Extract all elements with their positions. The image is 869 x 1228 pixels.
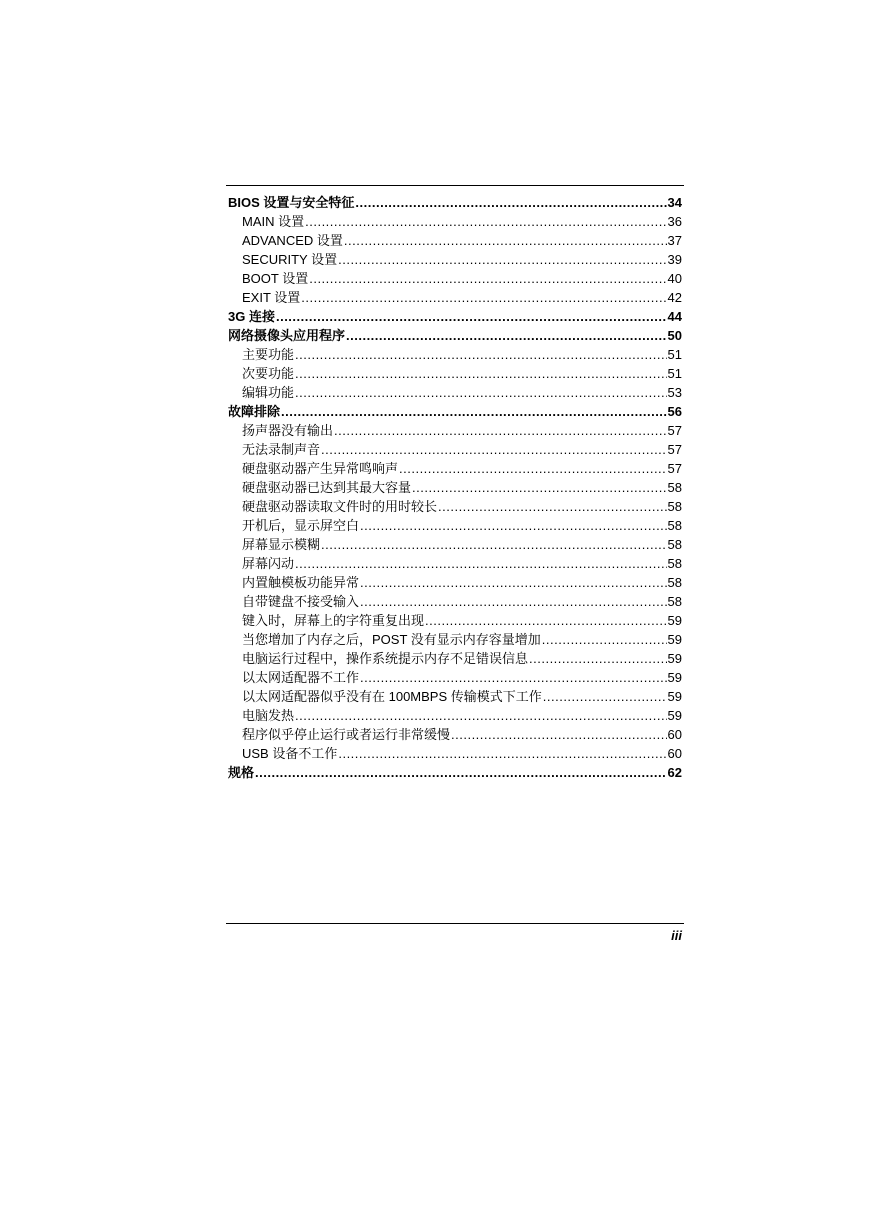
toc-entry[interactable]	[228, 592, 682, 611]
toc-leader-dots	[543, 687, 667, 706]
toc-entry[interactable]	[228, 706, 682, 725]
toc-entry-page: 58	[667, 556, 682, 571]
toc-entry-page: 59	[667, 708, 682, 723]
toc-leader-dots	[301, 288, 666, 307]
toc-entry-title: ADVANCED 设置	[242, 233, 343, 248]
toc-leader-dots	[412, 478, 667, 497]
toc-entry-page: 53	[667, 385, 682, 400]
toc-entry-title: 主要功能	[242, 347, 295, 362]
toc-entry[interactable]	[228, 744, 682, 763]
toc-entry-title: EXIT 设置	[242, 290, 301, 305]
toc-leader-dots	[295, 706, 667, 725]
toc-leader-dots	[360, 592, 667, 611]
toc-entry[interactable]	[228, 193, 682, 212]
toc-entry-page: 62	[667, 765, 682, 780]
toc-entry-page: 58	[667, 575, 682, 590]
toc-entry-page: 39	[667, 252, 682, 267]
toc-entry-page: 58	[667, 594, 682, 609]
toc-entry[interactable]	[228, 763, 682, 782]
toc-entry-page: 57	[667, 442, 682, 457]
toc-entry-title: USB 设备不工作	[242, 746, 338, 761]
toc-entry[interactable]	[228, 212, 682, 231]
toc-entry[interactable]	[228, 269, 682, 288]
toc-entry-title: 屏幕闪动	[242, 556, 295, 571]
toc-entry[interactable]	[228, 459, 682, 478]
toc-entry[interactable]	[228, 687, 682, 706]
toc-entry-title: 自带键盘不接受输入	[242, 594, 360, 609]
toc-leader-dots	[542, 630, 667, 649]
toc-entry-title: 当您增加了内存之后，POST 没有显示内存容量增加	[242, 632, 541, 647]
toc-entry-page: 34	[667, 195, 682, 210]
toc-entry[interactable]	[228, 421, 682, 440]
toc-entry-title: 电脑运行过程中，操作系统提示内存不足错误信息	[242, 651, 529, 666]
toc-entry-page: 59	[667, 651, 682, 666]
toc-entry-page: 58	[667, 499, 682, 514]
toc-entry-page: 36	[667, 214, 682, 229]
top-rule	[226, 185, 684, 186]
toc-entry-title: BIOS 设置与安全特征	[228, 195, 355, 210]
toc-entry-title: 开机后，显示屏空白	[242, 518, 360, 533]
toc-entry-title: 以太网适配器不工作	[242, 670, 360, 685]
toc-entry[interactable]	[228, 611, 682, 630]
toc-entry-title: 硬盘驱动器已达到其最大容量	[242, 480, 412, 495]
bottom-rule	[226, 923, 684, 924]
toc-entry[interactable]	[228, 307, 682, 326]
toc-leader-dots	[295, 554, 667, 573]
toc-entry[interactable]	[228, 668, 682, 687]
toc-entry-page: 37	[667, 233, 682, 248]
toc-entry[interactable]	[228, 383, 682, 402]
toc-leader-dots	[255, 763, 667, 782]
toc-entry-page: 57	[667, 461, 682, 476]
toc-entry-page: 59	[667, 689, 682, 704]
toc-entry-title: 键入时，屏幕上的字符重复出现	[242, 613, 425, 628]
toc-entry-page: 44	[667, 309, 682, 324]
toc-entry[interactable]	[228, 345, 682, 364]
toc-entry[interactable]	[228, 402, 682, 421]
toc-entry[interactable]	[228, 554, 682, 573]
toc-entry[interactable]	[228, 725, 682, 744]
toc-leader-dots	[321, 440, 667, 459]
toc-entry-title: 以太网适配器似乎没有在 100MBPS 传输模式下工作	[242, 689, 542, 704]
toc-entry-page: 60	[667, 727, 682, 742]
toc-entry-title: MAIN 设置	[242, 214, 305, 229]
toc-entry[interactable]	[228, 535, 682, 554]
toc-entry-title: 扬声器没有输出	[242, 423, 334, 438]
toc-entry-title: 程序似乎停止运行或者运行非常缓慢	[242, 727, 451, 742]
toc-leader-dots	[355, 193, 666, 212]
toc-entry[interactable]	[228, 326, 682, 345]
toc-entry[interactable]	[228, 573, 682, 592]
toc-entry-page: 58	[667, 518, 682, 533]
toc-list	[228, 193, 682, 782]
toc-entry-page: 50	[667, 328, 682, 343]
toc-leader-dots	[276, 307, 667, 326]
toc-entry[interactable]	[228, 231, 682, 250]
toc-leader-dots	[438, 497, 667, 516]
toc-entry-page: 42	[667, 290, 682, 305]
toc-entry-page: 59	[667, 670, 682, 685]
toc-entry-page: 40	[667, 271, 682, 286]
toc-leader-dots	[360, 668, 667, 687]
toc-leader-dots	[360, 516, 667, 535]
toc-leader-dots	[309, 269, 666, 288]
toc-leader-dots	[346, 326, 667, 345]
toc-entry-title: 内置触模板功能异常	[242, 575, 360, 590]
toc-entry[interactable]	[228, 364, 682, 383]
toc-entry-title: SECURITY 设置	[242, 252, 338, 267]
toc-entry-page: 59	[667, 632, 682, 647]
toc-entry-title: 编辑功能	[242, 385, 295, 400]
toc-entry-title: 硬盘驱动器读取文件时的用时较长	[242, 499, 438, 514]
toc-entry-page: 58	[667, 537, 682, 552]
toc-entry-title: 网络摄像头应用程序	[228, 328, 346, 343]
toc-entry[interactable]	[228, 497, 682, 516]
toc-leader-dots	[529, 649, 667, 668]
toc-leader-dots	[321, 535, 667, 554]
toc-entry[interactable]	[228, 516, 682, 535]
toc-entry[interactable]	[228, 478, 682, 497]
toc-entry[interactable]	[228, 440, 682, 459]
footer-page-number: iii	[671, 928, 682, 943]
toc-leader-dots	[425, 611, 667, 630]
toc-leader-dots	[360, 573, 667, 592]
toc-leader-dots	[295, 364, 667, 383]
toc-entry[interactable]	[228, 649, 682, 668]
toc-entry-title: 故障排除	[228, 404, 281, 419]
toc-entry-title: 规格	[228, 765, 255, 780]
toc-entry-page: 58	[667, 480, 682, 495]
toc-leader-dots	[295, 345, 667, 364]
toc-entry-title: 硬盘驱动器产生异常鸣响声	[242, 461, 399, 476]
toc-entry-title: 屏幕显示模糊	[242, 537, 321, 552]
toc-leader-dots	[281, 402, 667, 421]
toc-leader-dots	[338, 250, 666, 269]
toc-leader-dots	[295, 383, 667, 402]
toc-leader-dots	[338, 744, 666, 763]
toc-leader-dots	[399, 459, 667, 478]
toc-leader-dots	[451, 725, 667, 744]
toc-entry-page: 51	[667, 347, 682, 362]
toc-entry-title: 3G 连接	[228, 309, 275, 324]
toc-leader-dots	[305, 212, 666, 231]
toc-entry[interactable]	[228, 288, 682, 307]
toc-entry-title: 电脑发热	[242, 708, 295, 723]
toc-leader-dots	[334, 421, 667, 440]
toc-entry-page: 51	[667, 366, 682, 381]
toc-entry[interactable]	[228, 630, 682, 649]
toc-entry-page: 56	[667, 404, 682, 419]
toc-entry-title: BOOT 设置	[242, 271, 309, 286]
toc-entry-page: 57	[667, 423, 682, 438]
toc-entry-title: 次要功能	[242, 366, 295, 381]
toc-entry-title: 无法录制声音	[242, 442, 321, 457]
toc-leader-dots	[344, 231, 667, 250]
toc-entry-page: 59	[667, 613, 682, 628]
toc-entry-page: 60	[667, 746, 682, 761]
toc-entry[interactable]	[228, 250, 682, 269]
